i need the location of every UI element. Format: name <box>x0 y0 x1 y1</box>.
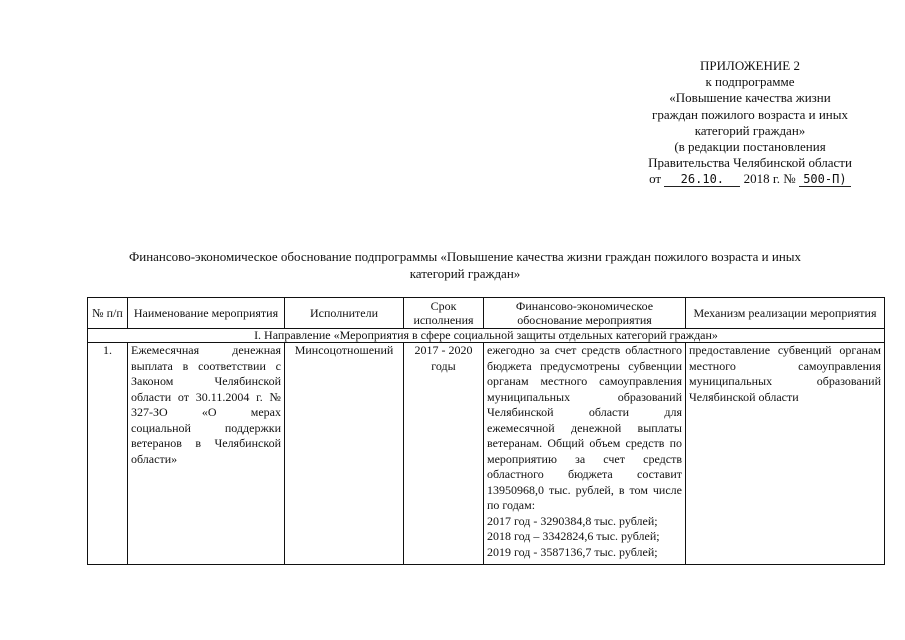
yearly-amount: 2017 год - 3290384,8 тыс. рублей; <box>487 513 658 528</box>
cell-executors: Минсоцотношений <box>285 343 404 565</box>
handwritten-number: 500-П) <box>799 173 851 187</box>
document-title <box>45 249 885 282</box>
appendix-line: к подпрограмме <box>705 74 795 90</box>
appendix-title: ПРИЛОЖЕНИЕ 2 <box>700 58 800 73</box>
cell-financial-justification <box>484 343 686 565</box>
cell-implementation-mechanism: предоставление субвенций органам местного самоуправления муниципальных образований Челябинской области <box>686 343 885 565</box>
header-executors: Исполнители <box>285 298 404 329</box>
cell-term <box>404 343 484 565</box>
appendix-line: граждан пожилого возраста и иных <box>652 106 848 122</box>
justification-text: ежегодно за счет средств областного бюджета предусмотрены субвенции органам местного самоуправления муниципальных образований Челябинской области для ежемесячной денежной выплаты ветеранам. Общий объем средств по мероприятию за счет средств областного бюджета составит 13950968,0 тыс. рублей, в том числе по годам: <box>487 343 682 512</box>
appendix-line: «Повышение качества жизни <box>669 90 831 106</box>
appendix-date-line <box>600 171 900 187</box>
section-title: I. Направление «Мероприятия в сфере социальной защиты отдельных категорий граждан» <box>88 329 885 343</box>
yearly-amount: 2019 год - 3587136,7 тыс. рублей; <box>487 544 658 559</box>
measures-table <box>87 297 885 565</box>
table-header-row <box>88 298 885 329</box>
header-measure-name: Наименование мероприятия <box>128 298 285 329</box>
yearly-amounts <box>487 514 682 561</box>
table-row <box>88 343 885 565</box>
header-term: Срок исполнения <box>404 298 484 329</box>
appendix-line: (в редакции постановления <box>674 139 826 155</box>
term-period: 2017 - 2020 <box>414 343 473 357</box>
term-unit: годы <box>431 358 456 373</box>
year-label: 2018 г. № <box>743 171 796 187</box>
header-financial-justification: Финансово-экономическое обоснование мероприятия <box>484 298 686 329</box>
title-line: Финансово-экономическое обоснование подпрограммы «Повышение качества жизни граждан пожилого возраста и иных <box>128 249 802 264</box>
cell-measure-name: Ежемесячная денежная выплата в соответствии с Законом Челябинской области от 30.11.2004 г. № 327-ЗО «О мерах социальной поддержки ветеранов в Челябинской области» <box>128 343 285 565</box>
appendix-line: Правительства Челябинской области <box>648 155 852 171</box>
header-number: № п/п <box>88 298 128 329</box>
title-line: категорий граждан» <box>409 265 521 281</box>
appendix-header <box>600 58 900 188</box>
section-row <box>88 329 885 343</box>
header-implementation-mechanism: Механизм реализации мероприятия <box>686 298 885 329</box>
appendix-line: категорий граждан» <box>694 122 806 138</box>
date-prefix: от <box>649 171 662 187</box>
cell-number: 1. <box>88 343 128 565</box>
yearly-amount: 2018 год – 3342824,6 тыс. рублей; <box>487 529 660 543</box>
handwritten-date: 26.10. <box>664 173 740 187</box>
